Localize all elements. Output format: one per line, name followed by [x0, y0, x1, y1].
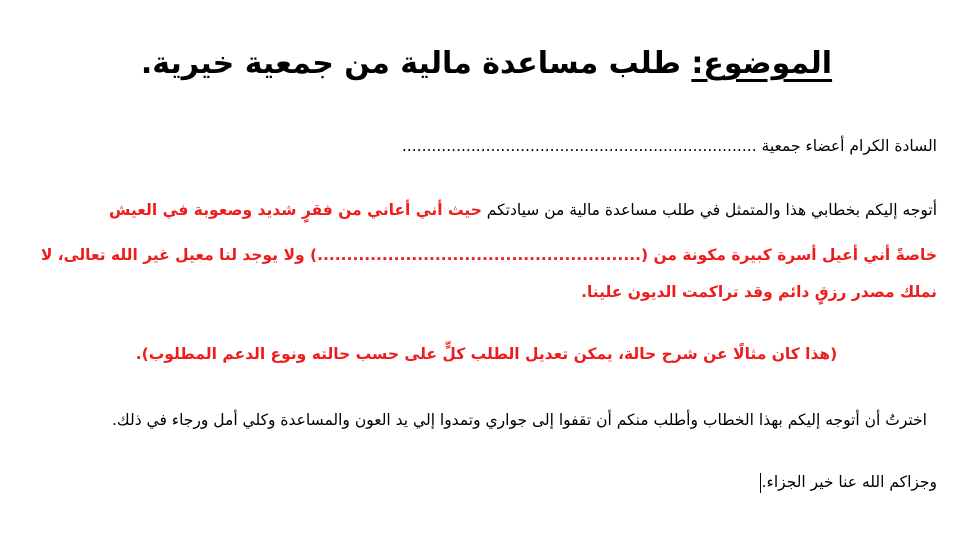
paragraph1-line3: نملك مصدر رزقٍ دائم وقد تراكمت الديون علينا.: [581, 283, 937, 301]
paragraph2: اخترتُ أن أتوجه إليكم بهذا الخطاب وأطلب منكم أن تقفوا إلى جواري وتمدوا إلي يد العون والمساعدة وكلي أمل ورجاء في ذلك.: [111, 411, 927, 429]
text-cursor: [760, 473, 761, 493]
paragraph1-line1-normal: أتوجه إليكم بخطابي هذا والمتمثل في طلب مساعدة مالية من سيادتكم: [481, 201, 937, 219]
example-note: (هذا كان مثالًا عن شرح حالة، يمكن تعديل الطلب كلٍّ على حسب حالته ونوع الدعم المطلوب).: [135, 345, 838, 363]
closing-text: وجزاكم الله عنا خير الجزاء.: [761, 473, 937, 491]
closing-line: [30, 468, 937, 496]
document-title: [60, 38, 913, 90]
subject-text: طلب مساعدة مالية من جمعية خيرية.: [140, 46, 692, 81]
subject-label: الموضوع:: [691, 46, 833, 81]
paragraph1-line1-highlight: حيث أني أعاني من فقرٍ شديد وصعوبة في العيش: [109, 201, 482, 219]
salutation-line: السادة الكرام أعضاء جمعية ........................................................................: [401, 137, 937, 155]
paragraph1-line1: [30, 196, 937, 224]
paragraph1-line2: خاصةً أني أعيل أسرة كبيرة مكونة من (.......................................................) ولا يوجد لنا معيل غير الله تعالى، لا: [40, 246, 937, 264]
